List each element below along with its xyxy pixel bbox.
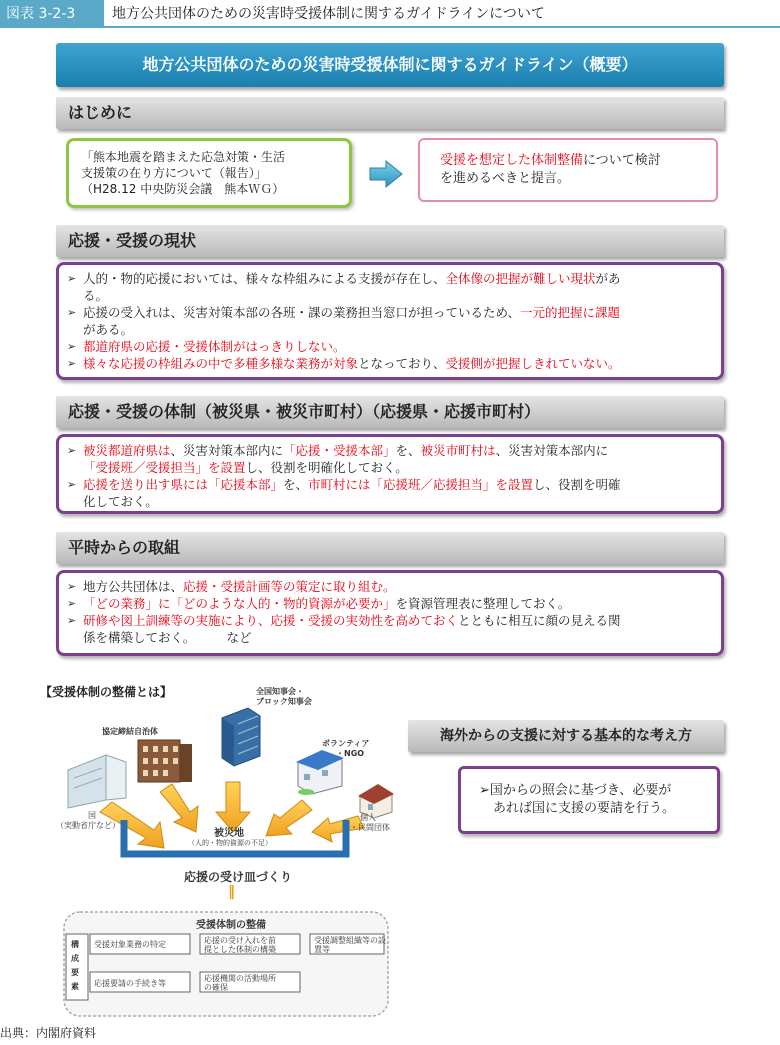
item-text: 応援の受入れは、災害対策本部の各班・課の業務担当窓口が担っているため、 xyxy=(83,305,521,320)
proposal-emphasis: 受援を想定した体制整備 xyxy=(440,153,584,168)
section-heading-peacetime: 平時からの取組 xyxy=(56,532,724,564)
private-label-1: 個人 xyxy=(360,813,376,822)
guideline-banner: 地方公共団体のための災害時受援体制に関するガイドライン（概要） xyxy=(56,43,724,87)
item-text: 化しておく。 xyxy=(83,494,158,509)
disaster-area-label: 被災地 xyxy=(214,828,244,839)
item-emphasis: 「どの業務」に「どのような人的・物的資源が必要か」 xyxy=(83,596,396,611)
item-text: を資源管理表に整理しておく。 xyxy=(395,596,571,611)
governors-label-2: ブロック知事会 xyxy=(256,697,312,706)
item-text: し、役割を明確 xyxy=(533,477,621,492)
bullet-arrow-icon: ➢ xyxy=(479,783,490,798)
arrow-from-sister-city-icon xyxy=(160,784,198,832)
international-line-2: あれば国に支援の要請を行う。 xyxy=(493,801,676,816)
item-text: を、 xyxy=(395,443,421,458)
national-label-1: 国 xyxy=(88,811,96,820)
source-note: 出典：内閣府資料 xyxy=(0,1026,97,1040)
private-label-2: ・民間団体 xyxy=(350,823,390,832)
proposal-box xyxy=(418,138,718,202)
list-item xyxy=(67,355,713,372)
elements-label: 構成要素 xyxy=(71,940,79,991)
report-line-3: （H28.12 中央防災会議 熊本ＷＧ） xyxy=(81,182,285,196)
list-item xyxy=(67,270,713,304)
item-text: 地方公共団体は、 xyxy=(83,579,184,594)
item-text: となっており、 xyxy=(358,356,446,371)
peacetime-box xyxy=(56,570,724,656)
item-emphasis: 被災市町村は xyxy=(420,443,496,458)
list-item xyxy=(67,578,713,595)
item-emphasis: 「受援班／受援担当」を設置 xyxy=(83,460,246,475)
item-text: がある。 xyxy=(83,322,134,337)
item-text: を、 xyxy=(283,477,309,492)
item-emphasis: 被災都道府県は xyxy=(83,443,171,458)
governors-label-1: 全国知事会・ xyxy=(256,687,304,696)
bullet-arrow-icon: ➢ xyxy=(67,340,77,353)
list-item xyxy=(67,338,713,355)
cell-structure-2: 提とした体制の構築 xyxy=(204,945,276,954)
bullet-arrow-icon: ➢ xyxy=(67,444,77,457)
list-item xyxy=(67,476,713,510)
item-text: る。 xyxy=(83,288,109,303)
current-status-box xyxy=(56,262,724,380)
cell-target-tasks: 受援対象業務の特定 xyxy=(94,940,166,949)
report-box xyxy=(66,138,352,208)
list-item xyxy=(67,304,713,338)
item-emphasis: 応援を送り出す県には「応援本部」 xyxy=(83,477,284,492)
arrow-from-ngo-icon xyxy=(266,800,312,836)
item-emphasis: 都道府県の応援・受援体制がはっきりしない。 xyxy=(83,339,346,354)
bullet-arrow-icon: ➢ xyxy=(67,357,77,370)
org-title: 受援体制の整備 xyxy=(196,920,266,931)
section-heading-current: 応援・受援の現状 xyxy=(56,225,724,257)
figure-label: 図表 3-2-3 xyxy=(0,0,104,28)
cell-coordination-1: 受援調整組織等の設 xyxy=(314,936,386,945)
sister-city-building-icon xyxy=(138,740,192,782)
sister-city-label: 協定締結自治体 xyxy=(102,727,158,736)
item-text: 係を構築しておく。 など xyxy=(83,630,252,645)
list-item xyxy=(67,595,713,612)
cell-request-procedure: 応援要請の手続き等 xyxy=(94,979,166,988)
structure-box xyxy=(56,434,724,514)
figure-title: 地方公共団体のための災害時受援体制に関するガイドラインについて xyxy=(112,6,545,22)
bullet-arrow-icon: ➢ xyxy=(67,478,77,491)
volunteer-label-1: ボランティア xyxy=(322,739,370,748)
bullet-arrow-icon: ➢ xyxy=(67,580,77,593)
shortage-label: （人的・物的資源の不足） xyxy=(188,839,272,847)
cell-coordination-2: 置等 xyxy=(314,945,330,954)
item-emphasis: 様々な応援の枠組みの中で多種多様な業務が対象 xyxy=(83,356,359,371)
item-text: 人的・物的応援においては、様々な枠組みによる支援が存在し、 xyxy=(83,271,446,286)
item-emphasis: 「応援・受援本部」 xyxy=(283,443,396,458)
receiving-label: 応援の受け皿づくり xyxy=(184,870,293,884)
section-heading-international: 海外からの支援に対する基本的な考え方 xyxy=(408,720,724,752)
cell-structure-1: 応援の受け入れを前 xyxy=(204,936,276,945)
item-emphasis: 一元的把握に課題 xyxy=(520,305,621,320)
volunteer-label-2: ・NGO xyxy=(336,749,365,758)
governors-building-icon xyxy=(222,708,260,766)
bullet-arrow-icon: ➢ xyxy=(67,306,77,319)
bullet-arrow-icon: ➢ xyxy=(67,614,77,627)
report-line-2: 支援策の在り方について（報告）」 xyxy=(81,166,267,180)
item-text: し、役割を明確化しておく。 xyxy=(245,460,408,475)
item-text: とともに相互に顔の見える関 xyxy=(458,613,621,628)
bullet-arrow-icon: ➢ xyxy=(67,272,77,285)
item-emphasis: 市町村には「応援班／応援担当」を設置 xyxy=(308,477,534,492)
international-box xyxy=(458,766,720,834)
proposal-line-2: を進めるべきと提言。 xyxy=(440,171,571,186)
item-text: 、災害対策本部内に xyxy=(495,443,609,458)
item-emphasis: 研修や図上訓練等の実施により、応援・受援の実効性を高めておく xyxy=(83,613,459,628)
item-text: 、災害対策本部内に xyxy=(170,443,284,458)
diagram-caption: 【受援体制の整備とは】 xyxy=(40,685,173,699)
item-emphasis: 全体像の把握が難しい現状 xyxy=(445,271,596,286)
list-item xyxy=(67,442,713,476)
item-emphasis: 応援・受援計画等の策定に取り組む。 xyxy=(183,579,396,594)
national-label-2: （実動省庁など） xyxy=(56,821,120,830)
equals-mark: ‖ xyxy=(228,884,235,900)
section-heading-structure: 応援・受援の体制（被災県・被災市町村）（応援県・応援市町村） xyxy=(56,396,724,428)
international-line-1: 国からの照会に基づき、必要が xyxy=(489,783,672,798)
cell-activity-site-1: 応援機関の活動場所 xyxy=(204,974,276,983)
section-heading-intro: はじめに xyxy=(56,97,724,129)
list-item xyxy=(67,612,713,646)
figure-header xyxy=(0,0,780,28)
proposal-text: について検討 xyxy=(583,153,661,168)
item-emphasis: 受援側が把握しきれていない。 xyxy=(445,356,621,371)
cell-activity-site-2: の確保 xyxy=(204,983,228,992)
report-line-1: 「熊本地震を踏まえた応急対策・生活 xyxy=(81,150,286,164)
arrow-right-icon xyxy=(368,160,404,188)
bullet-arrow-icon: ➢ xyxy=(67,597,77,610)
national-building-icon xyxy=(68,755,126,808)
item-text: があ xyxy=(595,271,621,286)
